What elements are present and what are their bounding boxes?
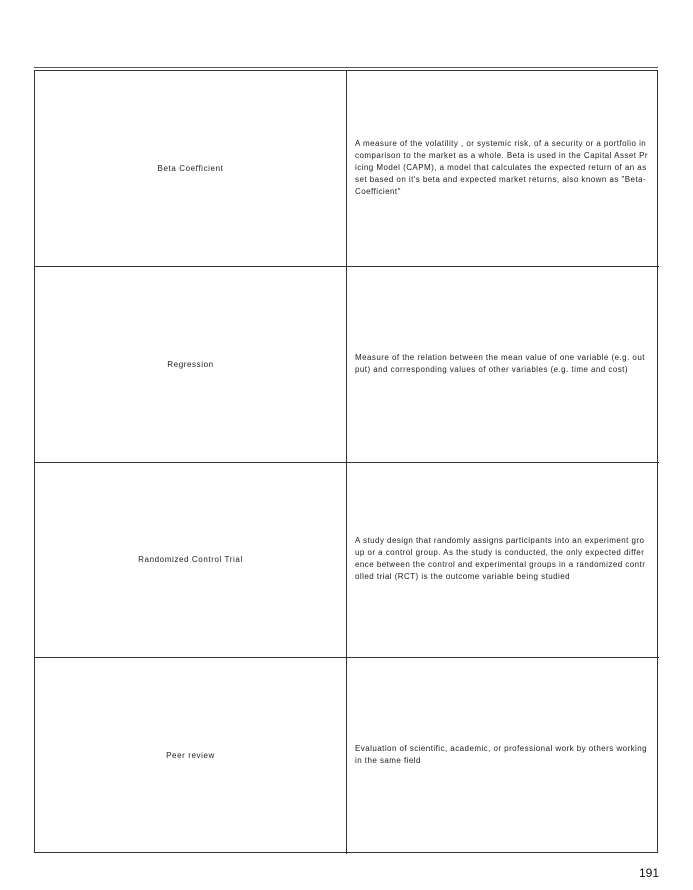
- term-cell: [35, 658, 347, 854]
- definition-text: Evaluation of scientific, academic, or professional work by others working in the same field: [355, 744, 648, 765]
- definition-text: A study design that randomly assigns participants into an experiment group or a control group. As the study is conducted, the only expected difference between the control and experimental groups in a randomized controlled trial (RCT) is the outcome variable being studied: [355, 536, 646, 581]
- term-cell: [35, 267, 347, 463]
- term-text: Regression: [167, 359, 214, 369]
- definition-text: Measure of the relation between the mean value of one variable (e.g. output) and corresponding values of other variables (e.g. time and cost): [355, 352, 645, 374]
- definition-cell: [347, 267, 659, 463]
- top-rule: [34, 67, 658, 68]
- page-number: 191: [638, 866, 659, 880]
- term-text: Randomized Control Trial: [138, 555, 243, 564]
- definition-cell: [347, 658, 659, 854]
- definition-text: A measure of the volatility , or systemic risk, of a security or a portfolio in comparison to the market as a whole. Beta is used in the Capital Asset Pricing Model (CAPM), a model that calculates the expected return of an asset based on it's beta and expected market returns, also known as "Beta-Coefficient": [355, 138, 648, 196]
- term-cell: [35, 463, 347, 658]
- definition-cell: [347, 71, 659, 267]
- term-text: Beta Coefficient: [157, 163, 224, 173]
- term-text: Peer review: [166, 751, 215, 760]
- term-cell: [35, 71, 347, 267]
- definition-cell: [347, 463, 659, 658]
- flashcard-table: [34, 70, 658, 853]
